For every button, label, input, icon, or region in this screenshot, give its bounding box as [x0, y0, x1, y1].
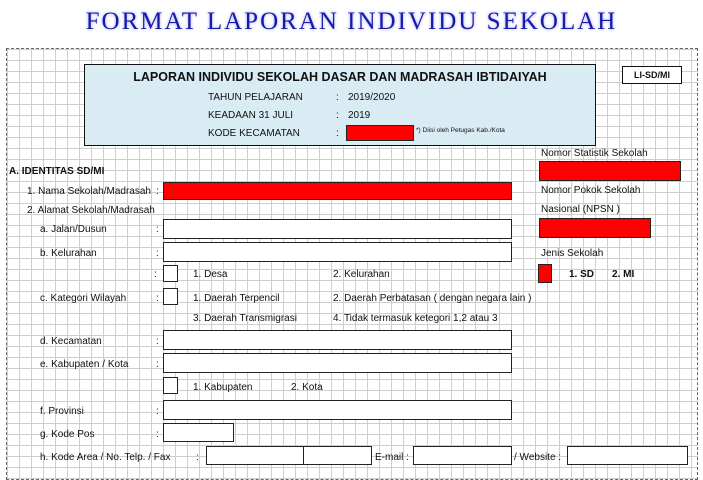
phone-fax-input[interactable]: [303, 446, 372, 465]
jenis-opt-mi: 2. MI: [612, 269, 635, 280]
kategori-option-1: 1. Daerah Terpencil: [193, 293, 280, 304]
desa-option: 1. Desa: [193, 269, 228, 280]
tahun-label: TAHUN PELAJARAN: [208, 92, 303, 103]
kode-kecamatan-label: KODE KECAMATAN: [208, 128, 300, 139]
jalan-input[interactable]: [163, 219, 512, 239]
kontak-label: h. Kode Area / No. Telp. / Fax: [40, 452, 171, 463]
keadaan-label: KEADAAN 31 JULI: [208, 110, 294, 121]
kecamatan-colon: :: [156, 336, 159, 347]
kelurahan-label: b. Kelurahan: [40, 248, 97, 259]
alamat-label: 2. Alamat Sekolah/Madrasah: [27, 205, 155, 216]
kategori-wilayah-checkbox[interactable]: [163, 288, 178, 305]
jenis-sekolah-input[interactable]: [538, 264, 552, 283]
form-code-badge: LI-SD/MI: [622, 66, 682, 84]
kecamatan-label: d. Kecamatan: [40, 336, 102, 347]
page-title: FORMAT LAPORAN INDIVIDU SEKOLAH: [85, 8, 618, 35]
nama-colon: :: [156, 186, 159, 197]
kontak-colon: :: [196, 452, 199, 463]
kategori-option-4: 4. Tidak termasuk ketegori 1,2 atau 3: [333, 313, 498, 324]
kode-kecamatan-colon: :: [336, 128, 339, 139]
jalan-label: a. Jalan/Dusun: [40, 224, 107, 235]
npsn-label-line1: Nomor Pokok Sekolah: [541, 185, 641, 196]
nama-sekolah-label: 1. Nama Sekolah/Madrasah: [27, 186, 151, 197]
email-input[interactable]: [413, 446, 512, 465]
area-code-input[interactable]: [206, 446, 304, 465]
provinsi-colon: :: [156, 406, 159, 417]
nss-label: Nomor Statistik Sekolah: [541, 148, 648, 159]
kelurahan-option: 2. Kelurahan: [333, 269, 390, 280]
nama-sekolah-input[interactable]: [163, 182, 512, 200]
kabupaten-option: 1. Kabupaten: [193, 382, 253, 393]
keadaan-value: 2019: [348, 110, 371, 121]
kategori-option-2: 2. Daerah Perbatasan ( dengan negara lain ): [333, 293, 532, 304]
report-header: [84, 64, 596, 146]
provinsi-input[interactable]: [163, 400, 512, 420]
kelurahan-colon: :: [156, 248, 159, 259]
kabupaten-input[interactable]: [163, 353, 512, 373]
section-a-title: A. IDENTITAS SD/MI: [9, 166, 105, 177]
tahun-value: 2019/2020: [348, 92, 396, 103]
jenis-sekolah-label: Jenis Sekolah: [541, 248, 604, 259]
website-label: / Website :: [514, 452, 562, 463]
kategori-label: c. Kategori Wilayah: [40, 293, 127, 304]
header-title: LAPORAN INDIVIDU SEKOLAH DASAR DAN MADRASAH IBTIDAIYAH: [133, 70, 547, 84]
kabupaten-kota-checkbox[interactable]: [163, 377, 178, 394]
npsn-label-line2: Nasional (NPSN ): [541, 204, 620, 215]
kabupaten-label: e. Kabupaten / Kota: [40, 359, 129, 370]
npsn-input[interactable]: [539, 218, 651, 238]
jenis-opt-sd: 1. SD: [569, 269, 595, 280]
kota-option: 2. Kota: [291, 382, 323, 393]
email-label: E-mail :: [375, 452, 409, 463]
petugas-note: *) Diisi oleh Petugas Kab./Kota: [416, 127, 505, 134]
jalan-colon: :: [156, 224, 159, 235]
desa-colon: :: [154, 269, 157, 280]
kelurahan-input[interactable]: [163, 242, 512, 262]
kodepos-colon: :: [156, 429, 159, 440]
keadaan-colon: :: [336, 110, 339, 121]
kecamatan-input[interactable]: [163, 330, 512, 350]
tahun-colon: :: [336, 92, 339, 103]
website-input[interactable]: [567, 446, 688, 465]
kode-kecamatan-input[interactable]: [346, 125, 414, 141]
kategori-option-3: 3. Daerah Transmigrasi: [193, 313, 297, 324]
kodepos-label: g. Kode Pos: [40, 429, 95, 440]
provinsi-label: f. Provinsi: [40, 406, 84, 417]
kodepos-input[interactable]: [163, 423, 234, 442]
kabupaten-colon: :: [156, 359, 159, 370]
kategori-colon: :: [156, 293, 159, 304]
desa-kelurahan-checkbox[interactable]: [163, 265, 178, 282]
nss-input[interactable]: [539, 161, 681, 181]
